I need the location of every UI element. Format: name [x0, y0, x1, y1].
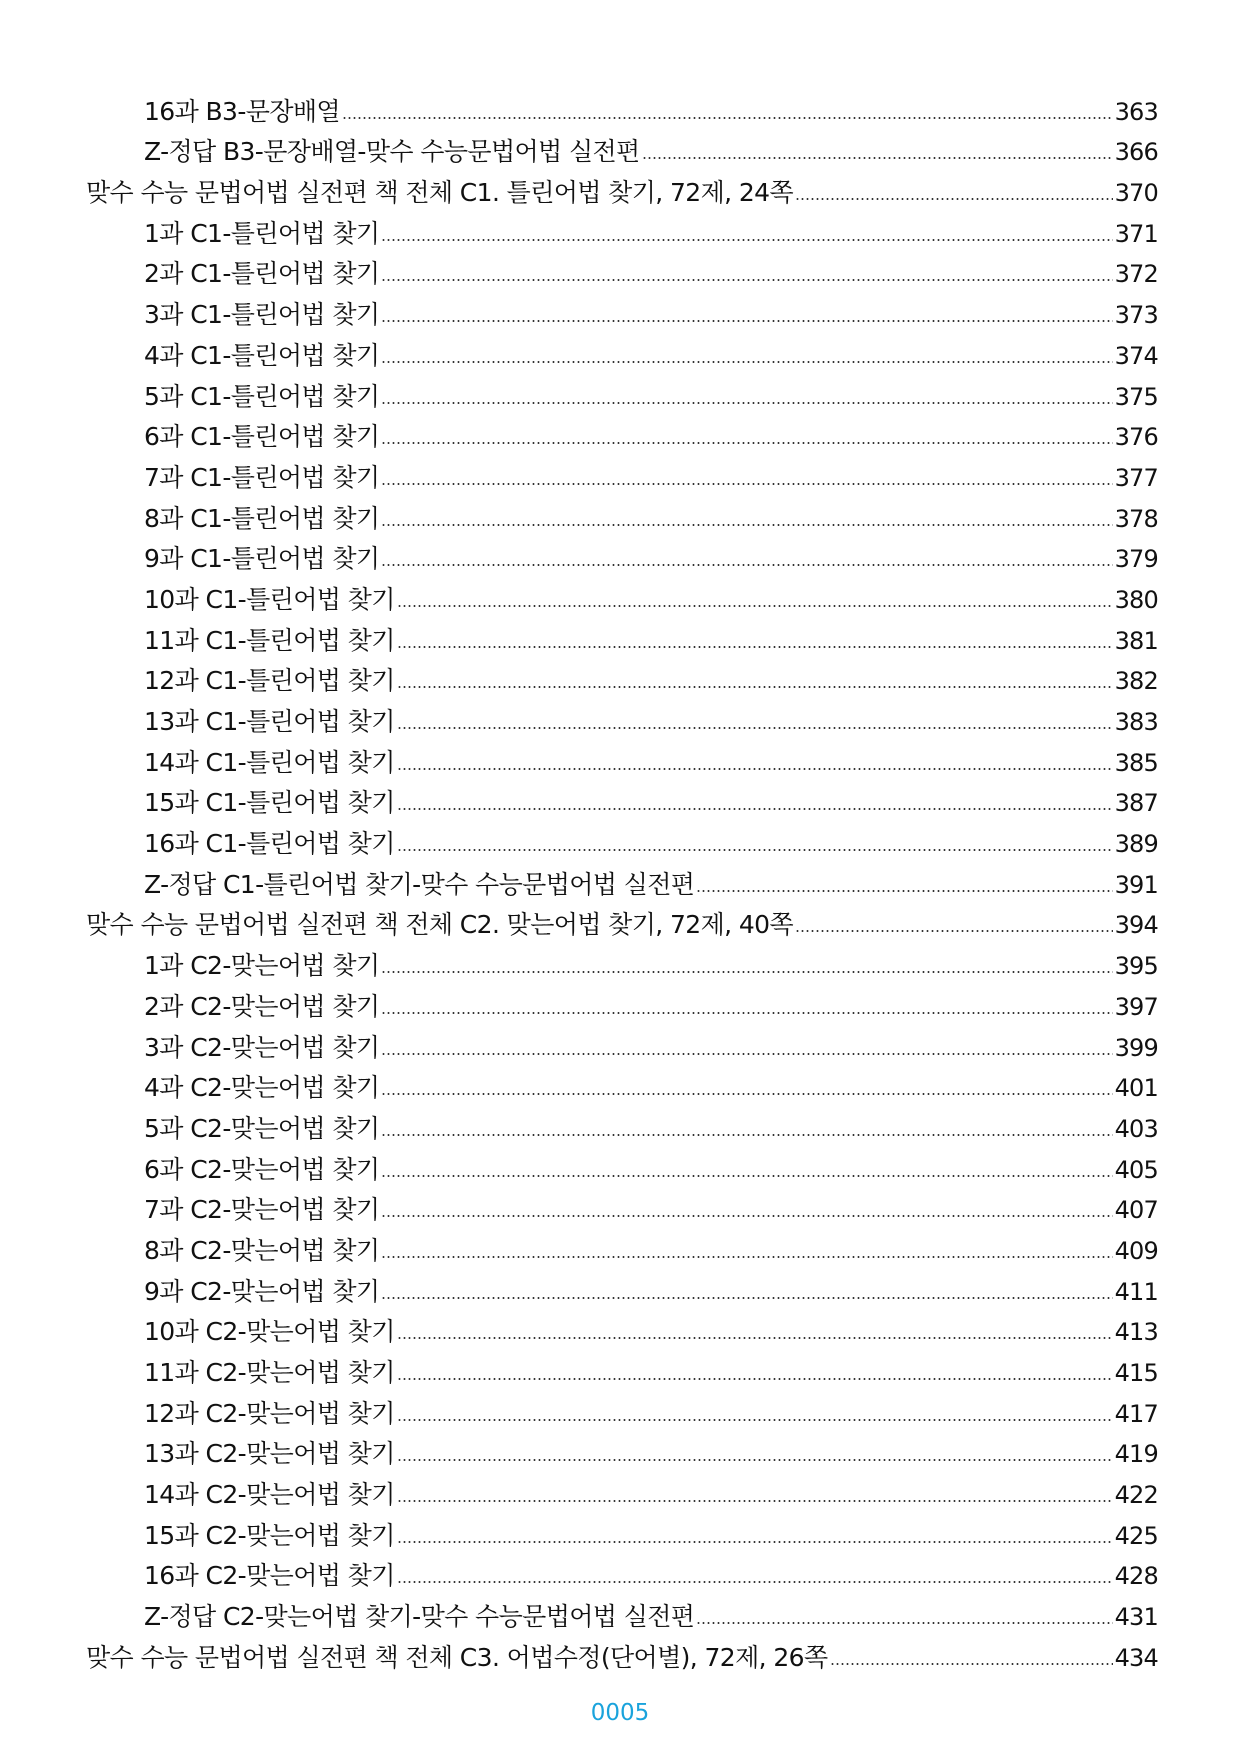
- toc-entry-title: 7과 C2-맞는어법 찾기: [144, 1195, 380, 1225]
- toc-entry-page-number: 399: [1114, 1033, 1158, 1062]
- dot-leader: [795, 198, 1113, 200]
- toc-entry-page-number: 382: [1114, 667, 1158, 696]
- toc-entry-title: 6과 C1-틀린어법 찾기: [144, 422, 380, 452]
- dot-leader: [381, 564, 1112, 566]
- dot-leader: [397, 849, 1113, 851]
- toc-entry-page-number: 428: [1114, 1562, 1158, 1591]
- toc-entry-page-number: 434: [1114, 1643, 1158, 1672]
- dot-leader: [381, 1093, 1112, 1095]
- toc-entry-title: 2과 C1-틀린어법 찾기: [144, 259, 380, 289]
- toc-entry[interactable]: [0, 696, 1240, 737]
- toc-entry-title: 10과 C2-맞는어법 찾기: [144, 1317, 395, 1347]
- toc-section-entry[interactable]: [0, 1632, 1240, 1673]
- toc-entry-page-number: 387: [1114, 789, 1158, 818]
- toc-entry-page-number: 383: [1114, 708, 1158, 736]
- toc-entry-title: 12과 C1-틀린어법 찾기: [144, 666, 395, 696]
- dot-leader: [381, 1134, 1112, 1136]
- toc-entry-title: 13과 C1-틀린어법 찾기: [144, 707, 395, 736]
- dot-leader: [397, 1541, 1113, 1543]
- toc-entry-page-number: 378: [1114, 504, 1158, 533]
- toc-entry-page-number: 377: [1114, 463, 1158, 492]
- toc-entry-title: 11과 C1-틀린어법 찾기: [144, 625, 395, 655]
- toc-entry-page-number: 371: [1114, 219, 1158, 248]
- toc-entry[interactable]: [0, 330, 1240, 371]
- dot-leader: [397, 686, 1113, 688]
- dot-leader: [381, 402, 1112, 404]
- toc-entry[interactable]: [0, 1022, 1240, 1063]
- toc-entry[interactable]: [0, 127, 1240, 168]
- dot-leader: [381, 971, 1112, 973]
- toc-entry-title: 1과 C1-틀린어법 찾기: [144, 218, 380, 248]
- dot-leader: [397, 768, 1113, 770]
- toc-entry-title: Z-정답 B3-문장배열-맞수 수능문법어법 실전편: [144, 137, 640, 167]
- toc-entry-page-number: 373: [1114, 301, 1158, 330]
- toc-entry-title: 14과 C2-맞는어법 찾기: [144, 1480, 395, 1510]
- toc-entry[interactable]: [0, 1063, 1240, 1104]
- toc-entry-page-number: 405: [1114, 1155, 1158, 1184]
- dot-leader: [381, 524, 1112, 526]
- toc-entry-title: 6과 C2-맞는어법 찾기: [144, 1154, 380, 1184]
- toc-entry-page-number: 381: [1114, 626, 1158, 655]
- dot-leader: [397, 1500, 1113, 1502]
- dot-leader: [381, 1256, 1112, 1258]
- toc-entry[interactable]: [0, 412, 1240, 453]
- toc-entry[interactable]: [0, 1144, 1240, 1185]
- toc-entry-page-number: 375: [1114, 382, 1158, 411]
- page-number: 0005: [590, 1700, 650, 1726]
- toc-entry-page-number: 422: [1114, 1481, 1158, 1510]
- toc-entry[interactable]: [0, 493, 1240, 534]
- toc-entry[interactable]: [0, 737, 1240, 778]
- toc-entry-page-number: 380: [1114, 585, 1158, 614]
- dot-leader: [381, 483, 1112, 485]
- dot-leader: [830, 1663, 1113, 1665]
- dot-leader: [397, 727, 1113, 729]
- toc-entry-page-number: 419: [1114, 1440, 1158, 1469]
- dot-leader: [397, 1459, 1113, 1461]
- dot-leader: [696, 890, 1112, 892]
- toc-section-entry[interactable]: [0, 900, 1240, 941]
- toc-entry-title: 맞수 수능 문법어법 실전편 책 전체 C1. 틀린어법 찾기, 72제, 24쪽: [86, 178, 793, 208]
- toc-entry-page-number: 374: [1114, 341, 1158, 370]
- toc-section-entry[interactable]: [0, 167, 1240, 208]
- toc-entry-title: Z-정답 C2-맞는어법 찾기-맞수 수능문법어법 실전편: [144, 1602, 695, 1632]
- toc-entry[interactable]: [0, 859, 1240, 900]
- toc-entry[interactable]: [0, 1266, 1240, 1307]
- dot-leader: [381, 1012, 1112, 1014]
- toc-entry-page-number: 431: [1114, 1603, 1158, 1632]
- dot-leader: [397, 1419, 1113, 1421]
- toc-entry-title: Z-정답 C1-틀린어법 찾기-맞수 수능문법어법 실전편: [144, 869, 695, 899]
- dot-leader: [381, 1053, 1112, 1055]
- dot-leader: [381, 361, 1112, 363]
- toc-entry-title: 2과 C2-맞는어법 찾기: [144, 991, 380, 1021]
- toc-entry-page-number: 391: [1114, 870, 1158, 899]
- toc-entry-page-number: 397: [1114, 992, 1158, 1021]
- dot-leader: [381, 1297, 1112, 1299]
- toc-entry-title: 14과 C1-틀린어법 찾기: [144, 747, 395, 777]
- dot-leader: [397, 1581, 1113, 1583]
- toc-entry[interactable]: [0, 1225, 1240, 1266]
- dot-leader: [381, 279, 1112, 281]
- toc-entry[interactable]: [0, 1388, 1240, 1429]
- toc-entry-title: 5과 C1-틀린어법 찾기: [144, 381, 380, 411]
- toc-entry-title: 4과 C1-틀린어법 찾기: [144, 340, 380, 370]
- toc-entry[interactable]: [0, 1551, 1240, 1592]
- toc-entry-page-number: 407: [1114, 1196, 1158, 1225]
- toc-entry[interactable]: [0, 1347, 1240, 1388]
- toc-entry-page-number: 372: [1114, 260, 1158, 289]
- toc-entry-page-number: 401: [1114, 1074, 1158, 1103]
- dot-leader: [397, 808, 1113, 810]
- dot-leader: [342, 117, 1113, 119]
- toc-entry-page-number: 403: [1114, 1114, 1158, 1143]
- toc-entry-page-number: 366: [1114, 138, 1158, 167]
- toc-entry[interactable]: [0, 86, 1240, 127]
- toc-entry[interactable]: [0, 1307, 1240, 1348]
- toc-entry[interactable]: [0, 940, 1240, 981]
- toc-entry[interactable]: [0, 615, 1240, 656]
- toc-entry-title: 8과 C1-틀린어법 찾기: [144, 503, 380, 533]
- dot-leader: [397, 646, 1113, 648]
- toc-entry-title: 4과 C2-맞는어법 찾기: [144, 1073, 380, 1103]
- toc-entry[interactable]: [0, 371, 1240, 412]
- toc-entry[interactable]: [0, 249, 1240, 290]
- dot-leader: [397, 605, 1113, 607]
- toc-entry[interactable]: [0, 981, 1240, 1022]
- toc-entry-title: 16과 C1-틀린어법 찾기: [144, 829, 395, 859]
- toc-entry[interactable]: [0, 1510, 1240, 1551]
- toc-entry-page-number: 376: [1114, 423, 1158, 452]
- toc-entry-page-number: 389: [1114, 830, 1158, 859]
- toc-entry-title: 3과 C1-틀린어법 찾기: [144, 300, 380, 330]
- dot-leader: [397, 1337, 1113, 1339]
- dot-leader: [381, 320, 1112, 322]
- toc-entry-page-number: 394: [1114, 911, 1158, 940]
- table-of-contents: [0, 86, 1240, 1673]
- toc-entry[interactable]: [0, 656, 1240, 697]
- dot-leader: [381, 1215, 1112, 1217]
- toc-entry-page-number: 395: [1114, 952, 1158, 981]
- toc-entry[interactable]: [0, 1103, 1240, 1144]
- toc-entry-title: 맞수 수능 문법어법 실전편 책 전체 C2. 맞는어법 찾기, 72제, 40쪽: [86, 910, 793, 940]
- toc-entry-title: 15과 C1-틀린어법 찾기: [144, 788, 395, 818]
- toc-entry[interactable]: [0, 208, 1240, 249]
- dot-leader: [642, 157, 1113, 159]
- toc-entry-title: 5과 C2-맞는어법 찾기: [144, 1113, 380, 1143]
- toc-entry[interactable]: [0, 818, 1240, 859]
- dot-leader: [397, 1378, 1113, 1380]
- toc-entry[interactable]: [0, 1185, 1240, 1226]
- toc-entry-page-number: 425: [1114, 1521, 1158, 1550]
- toc-entry-title: 12과 C2-맞는어법 찾기: [144, 1398, 395, 1428]
- toc-entry-title: 7과 C1-틀린어법 찾기: [144, 462, 380, 492]
- toc-entry[interactable]: [0, 778, 1240, 819]
- toc-entry-title: 9과 C1-틀린어법 찾기: [144, 544, 380, 574]
- toc-entry-page-number: 370: [1114, 179, 1158, 208]
- toc-entry-title: 16과 C2-맞는어법 찾기: [144, 1561, 395, 1591]
- toc-entry[interactable]: [0, 1469, 1240, 1510]
- dot-leader: [795, 930, 1113, 932]
- toc-entry-title: 9과 C2-맞는어법 찾기: [144, 1276, 380, 1306]
- toc-entry[interactable]: [0, 534, 1240, 575]
- dot-leader: [381, 1175, 1112, 1177]
- toc-entry-title: 15과 C2-맞는어법 찾기: [144, 1520, 395, 1550]
- toc-entry[interactable]: [0, 1591, 1240, 1632]
- toc-entry-title: 16과 B3-문장배열: [144, 96, 340, 126]
- toc-entry[interactable]: [0, 452, 1240, 493]
- toc-entry-title: 맞수 수능 문법어법 실전편 책 전체 C3. 어법수정(단어별), 72제, 26쪽: [86, 1642, 828, 1672]
- toc-entry-title: 1과 C2-맞는어법 찾기: [144, 951, 380, 981]
- toc-entry-page-number: 363: [1114, 97, 1158, 126]
- toc-entry[interactable]: [0, 1429, 1240, 1470]
- toc-entry-title: 13과 C2-맞는어법 찾기: [144, 1439, 395, 1469]
- toc-entry-page-number: 379: [1114, 545, 1158, 574]
- toc-entry-title: 10과 C1-틀린어법 찾기: [144, 584, 395, 614]
- toc-entry-title: 8과 C2-맞는어법 찾기: [144, 1235, 380, 1265]
- dot-leader: [381, 442, 1112, 444]
- toc-entry-page-number: 385: [1114, 748, 1158, 777]
- toc-entry-title: 11과 C2-맞는어법 찾기: [144, 1358, 395, 1387]
- toc-entry-page-number: 409: [1114, 1236, 1158, 1265]
- toc-entry[interactable]: [0, 574, 1240, 615]
- toc-entry-page-number: 411: [1114, 1277, 1158, 1306]
- dot-leader: [381, 239, 1112, 241]
- toc-entry-page-number: 413: [1114, 1318, 1158, 1347]
- toc-entry[interactable]: [0, 289, 1240, 330]
- toc-entry-title: 3과 C2-맞는어법 찾기: [144, 1032, 380, 1062]
- toc-entry-page-number: 417: [1114, 1399, 1158, 1428]
- dot-leader: [696, 1622, 1112, 1624]
- toc-entry-page-number: 415: [1114, 1359, 1158, 1387]
